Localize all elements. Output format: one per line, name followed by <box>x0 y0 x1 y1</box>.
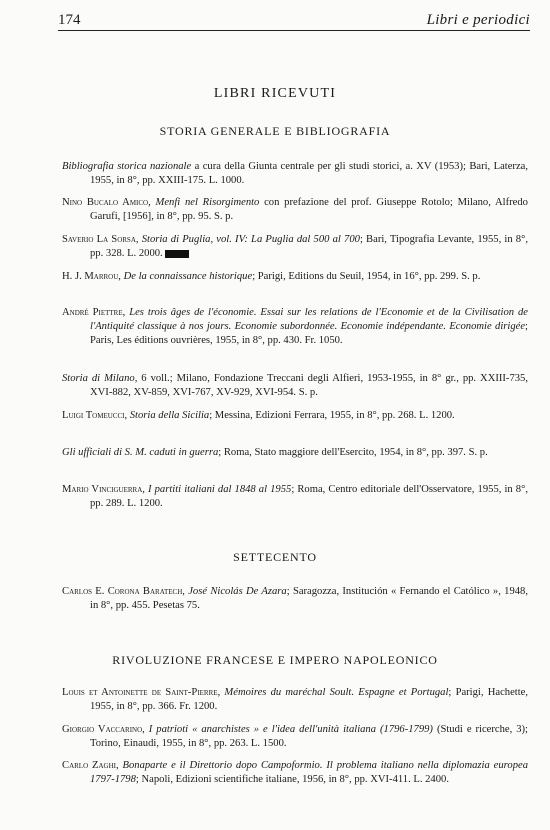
list-item: André Piettre, Les trois âges de l'économie. Essai sur les relations de l'Economie et de la Civilisation de l'Antiquité classique à nos jours. Economie subordonnée. Economie indépendante. Economie dirigée; Paris, Les éditions ouvrières, 1955, in 8°, pp. 430. Fr. 1050. <box>62 307 529 347</box>
section-heading: STORIA GENERALE E BIBLIOGRAFIA <box>159 124 391 138</box>
list-item: Gli ufficiali di S. M. caduti in guerra; Roma, Stato maggiore dell'Esercito, 1954, in 8°, pp. 397. S. p. <box>62 447 488 458</box>
list-item: Mario Vinciguerra, I partiti italiani dal 1848 al 1955; Roma, Centro editoriale dell'Osservatore, 1955, in 8°, pp. 289. L. 1200. <box>62 484 528 510</box>
section-heading: RIVOLUZIONE FRANCESE E IMPERO NAPOLEONICO <box>112 653 438 667</box>
list-item: H. J. Marrou, De la connaissance historique; Parigi, Editions du Seuil, 1954, in 16°, pp. 299. S. p. <box>62 271 481 282</box>
page-title: LIBRI RICEVUTI <box>213 86 337 101</box>
list-item: Carlos E. Corona Baratech, José Nicolás De Azara; Saragozza, Institución « Fernando el Católico », 1948, in 8°, pp. 455. Pesetas 75. <box>62 586 528 612</box>
list-item: Nino Bucalo Amico, Menfi nel Risorgimento con prefazione del prof. Giuseppe Rotolo; Milano, Alfredo Garufi, [1956], in 8°, pp. 95. S. p. <box>62 197 528 223</box>
redaction-mark <box>165 250 189 258</box>
list-item: Louis et Antoinette de Saint-Pierre, Mémoires du maréchal Soult. Espagne et Portugal; Parigi, Hachette, 1955, in 8°, pp. 366. Fr. 1200. <box>62 687 529 713</box>
list-item: Carlo Zaghi, Bonaparte e il Direttorio dopo Campoformio. Il problema italiano nella diplomazia europea 1797-1798; Napoli, Edizioni scientifiche italiane, 1956, in 8°, pp. XVI-411. L. 2400. <box>62 760 528 786</box>
list-item: Bibliografia storica nazionale a cura della Giunta centrale per gli studi storici, a. XV (1953); Bari, Laterza, 1955, in 8°, pp. XXIII-175. L. 1000. <box>62 161 528 187</box>
list-item: Saverio La Sorsa, Storia di Puglia, vol. IV: La Puglia dal 500 al 700; Bari, Tipografia Levante, 1955, in 8°, pp. 328. L. 2000. <box>62 234 528 260</box>
page-header <box>58 12 530 31</box>
section-heading: SETTECENTO <box>233 550 317 564</box>
list-item: Storia di Milano, 6 voll.; Milano, Fondazione Treccani degli Alfieri, 1953-1955, in 8° gr., pp. XXIII-735, XVI-882, XV-859, XVI-767, XV-929, XVI-954. S. p. <box>62 373 528 399</box>
page-number: 174 <box>58 12 81 28</box>
list-item: Luigi Tomeucci, Storia della Sicilia; Messina, Edizioni Ferrara, 1955, in 8°, pp. 268. L. 1200. <box>62 410 455 421</box>
list-item: Giorgio Vaccarino, I patrioti « anarchistes » e l'idea dell'unità italiana (1796-1799) (Studi e ricerche, 3); Torino, Einaudi, 1955, in 8°, pp. 263. L. 1500. <box>62 724 529 750</box>
running-title: Libri e periodici <box>426 12 530 28</box>
